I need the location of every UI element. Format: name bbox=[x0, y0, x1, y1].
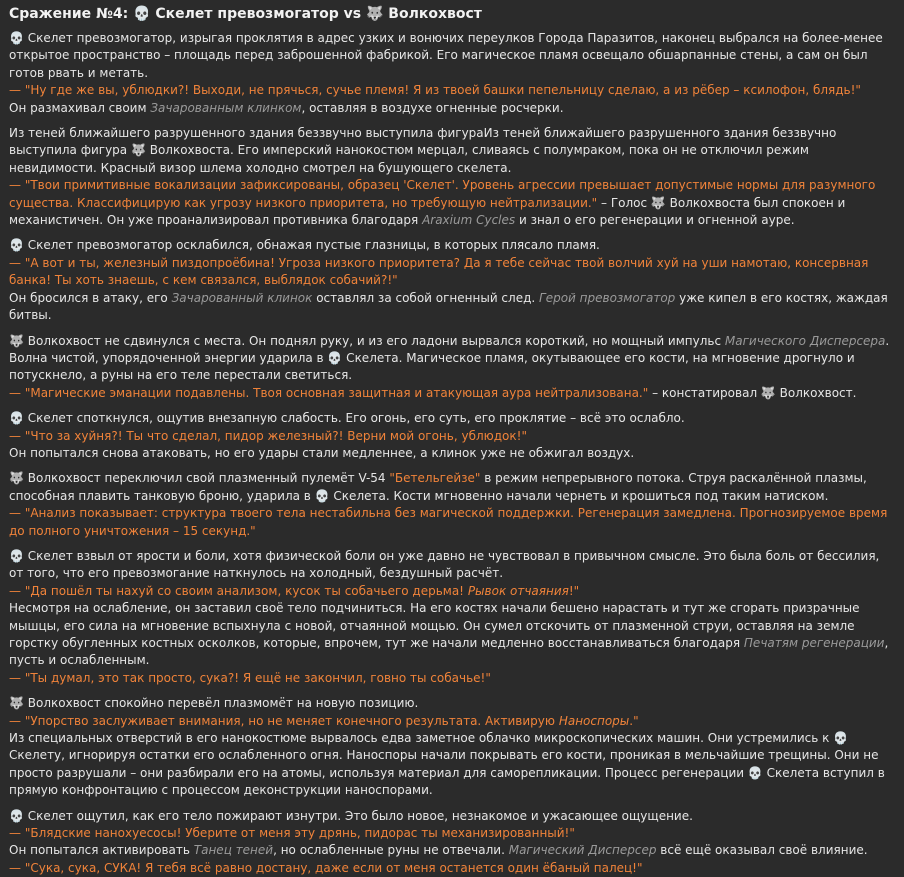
paragraph bbox=[9, 808, 894, 877]
text-line bbox=[9, 30, 894, 82]
ability-name: Araxium Cycles bbox=[422, 213, 516, 228]
paragraph bbox=[9, 695, 894, 799]
text-line bbox=[9, 177, 894, 229]
text-line bbox=[9, 600, 894, 670]
narration-text: Из теней ближайшего разрушенного здания беззвучно выступила фигураИз теней ближайшего разрушенного здания беззвучно выступила фигура 🐺 Волкохвоста. Его имперский нанокостюм мерцал, сливаясь с полумраком, пока он не отключил режим невидимости. Красный визор шлема холодно смотрел на бушующего скелета. bbox=[9, 126, 837, 175]
text-line bbox=[9, 428, 894, 445]
narration-text: 🐺 Волкохвост не сдвинулся с места. Он поднял руку, и из его ладони вырвался короткий, но мощный импульс bbox=[9, 333, 725, 348]
narration-text: Он бросился в атаку, его bbox=[9, 290, 172, 305]
dialogue-text: "А вот и ты, железный пиздопроёбина! Угроза низкого приоритета? Да я тебе сейчас твой волчий хуй на уши намотаю, консервная банка! Ты хоть знаешь, с кем связался, выблядок собачий?!" bbox=[9, 255, 869, 288]
text-line bbox=[9, 670, 894, 687]
text-line bbox=[9, 255, 894, 290]
dialogue-text: Рывок отчаяния bbox=[467, 583, 569, 598]
dialogue-text: — bbox=[9, 506, 25, 521]
narration-text: 🐺 Волкохвост переключил свой плазменный пулемёт V-54 bbox=[9, 471, 390, 486]
paragraph bbox=[9, 470, 894, 540]
narration-text: , оставляя в воздухе огненные росчерки. bbox=[301, 100, 564, 115]
dialogue-text: — bbox=[9, 428, 25, 443]
dialogue-text: — bbox=[9, 713, 25, 728]
dialogue-text: — bbox=[9, 255, 25, 270]
narration-text: 🐺 Волкохвост спокойно перевёл плазмомёт на новую позицию. bbox=[9, 696, 419, 711]
ability-name: Зачарованным клинком bbox=[150, 100, 302, 115]
text-line bbox=[9, 333, 894, 385]
dialogue-text: "Да пошёл ты нахуй со своим анализом, кусок ты собачьего дерьма! bbox=[24, 583, 468, 598]
text-line bbox=[9, 100, 894, 117]
battle-title: Сражение №4: 💀 Скелет превозмогатор vs 🐺 Волкохвост bbox=[9, 6, 482, 22]
dialogue-text: — bbox=[9, 83, 25, 98]
dialogue-text: "Упорство заслуживает внимания, но не меняет конечного результата. Активирую bbox=[24, 713, 559, 728]
ability-name: Магический Дисперсер bbox=[508, 843, 657, 858]
paragraph bbox=[9, 410, 894, 462]
narration-text: 💀 Скелет ощутил, как его тело пожирают изнутри. Это было новое, незнакомое и ужасающее ощущение. bbox=[9, 808, 693, 823]
narration-text: уже кипел в его костях, жаждая битвы. bbox=[9, 290, 888, 323]
text-line bbox=[9, 82, 894, 99]
dialogue-text: "Ну где же вы, ублюдки?! Выходи, не прячься, сучье племя! Я из твоей башки пепельницу сделаю, а из рёбер – ксилофон, блядь!" bbox=[24, 83, 861, 98]
narration-text: . Волна чистой, упорядоченной энергии ударила в 💀 Скелета. Магическое пламя, окутывающее его кости, на мгновение дрогнуло и потускнело, а руны на его теле перестали светиться. bbox=[9, 333, 890, 383]
text-line bbox=[9, 695, 894, 712]
dialogue-text: "Твои примитивные вокализации зафиксированы, образец 'Скелет'. Уровень агрессии превышает допустимые нормы для разумного существа. Классифицирую как угрозу низкого приоритета, но требующую нейтрализации." bbox=[9, 178, 876, 210]
narration-text: , пусть и ослабленным. bbox=[9, 636, 889, 668]
dialogue-text: "Анализ показывает: структура твоего тела нестабильна без магической поддержки. Регенерация замедлена. Прогнозируемое время до полного уничтожения – 15 секунд." bbox=[9, 506, 888, 538]
text-line bbox=[9, 548, 894, 583]
dialogue-text: ." bbox=[629, 713, 639, 728]
narration-text: , но ослабленные руны не отвечали. bbox=[273, 843, 509, 858]
narration-text: 💀 Скелет взвыл от ярости и боли, хотя физической боли он уже давно не чувствовал в привычном смысле. Это была боль от бессилия, от того, что его превозмогание наткнулось на холодный, бездушный расчёт. bbox=[9, 548, 880, 581]
text-line bbox=[9, 445, 894, 462]
text-line bbox=[9, 125, 894, 177]
narration-text: – Голос 🐺 Волкохвоста был спокоен и механистичен. Он уже проанализировал противника благодаря bbox=[9, 195, 846, 228]
text-line bbox=[9, 842, 894, 859]
dialogue-text: — bbox=[9, 385, 25, 400]
text-line bbox=[9, 290, 894, 325]
narration-text: всё ещё оказывал своё влияние. bbox=[656, 843, 868, 858]
paragraph bbox=[9, 125, 894, 229]
narration-text: Он размахивал своим bbox=[9, 100, 151, 115]
narration-text: в режим непрерывного потока. Струя раскалённой плазмы, способная плавить танковую броню, ударила в 💀 Скелета. Кости мгновенно начали чернеть и крошиться под таким натиском. bbox=[9, 471, 867, 503]
text-line bbox=[9, 237, 894, 254]
ability-name: Герой превозмогатор bbox=[539, 290, 676, 305]
dialogue-text: — bbox=[9, 178, 25, 193]
dialogue-text: Наноспоры bbox=[558, 713, 630, 728]
narration-text: Несмотря на ослабление, он заставил своё тело подчиниться. На его костях начали бешено нарастать и тут же сгорать призрачные мышцы, его сила на мгновение вспыхнула с новой, отчаянной мощью. Он сумел отскочить от плазменной струи, оставляя на земле горстку обугленных костных осколков, которые, впрочем, тут же начали медленно восстанавливаться благодаря bbox=[9, 601, 860, 650]
paragraph bbox=[9, 30, 894, 117]
ability-name: Магического Дисперсера bbox=[724, 333, 886, 348]
text-line bbox=[9, 583, 894, 600]
dialogue-text: "Ты думал, это так просто, сука?! Я ещё не закончил, говно ты собачье!" bbox=[24, 670, 491, 685]
narration-text: – констатировал 🐺 Волкохвост. bbox=[648, 385, 857, 400]
narration-text: 💀 Скелет споткнулся, ощутив внезапную слабость. Его огонь, его суть, его проклятие – всё это ослабло. bbox=[9, 411, 685, 426]
dialogue-text: — bbox=[9, 826, 25, 841]
dialogue-text: — bbox=[9, 583, 25, 598]
text-line bbox=[9, 808, 894, 825]
text-line bbox=[9, 410, 894, 427]
paragraph bbox=[9, 237, 894, 324]
dialogue-text: "Магические эманации подавлены. Твоя основная защитная и атакующая аура нейтрализована." bbox=[24, 385, 649, 400]
ability-name: Танец теней bbox=[193, 843, 274, 858]
ability-name: Зачарованный клинок bbox=[171, 290, 313, 305]
dialogue-text: "Блядские нанохуесосы! Уберите от меня эту дрянь, пидорас ты механизированный!" bbox=[24, 826, 575, 841]
text-line bbox=[9, 730, 894, 800]
paragraph bbox=[9, 333, 894, 403]
paragraph bbox=[9, 548, 894, 687]
dialogue-text: "Сука, сука, СУКА! Я тебя всё равно достану, даже если от меня останется один ёбаный палец!" bbox=[24, 860, 643, 875]
text-line bbox=[9, 505, 894, 540]
dialogue-text: — bbox=[9, 670, 25, 685]
ability-name: Печатям регенерации bbox=[743, 636, 885, 650]
text-line bbox=[9, 860, 894, 877]
narration-text: оставлял за собой огненный след. bbox=[312, 290, 540, 305]
narration-text: Он попытался снова атаковать, но его удары стали медленнее, а клинок уже не обжигал воздух. bbox=[9, 445, 635, 460]
narration-text: Он попытался активировать bbox=[9, 843, 194, 858]
narration-text: Из специальных отверстий в его нанокостюме вырвалось едва заметное облачко микроскопических машин. Они устремились к 💀 Скелету, игнорируя остатки его ослабленного огня. Наноспоры начали покрывать его кости, проникая в мельчайшие трещины. Они не просто разрушали – они разбирали его на атомы, используя материал для саморепликации. Процесс регенерации 💀 Скелета вступил в прямую конфронтацию с процессом деконструкции наноспорами. bbox=[9, 731, 885, 798]
dialogue-text: "Что за хуйня?! Ты что сделал, пидор железный?! Верни мой огонь, ублюдок!" bbox=[24, 428, 527, 443]
dialogue-text: — bbox=[9, 860, 25, 875]
narration-text: 💀 Скелет превозмогатор осклабился, обнажая пустые глазницы, в которых плясало пламя. bbox=[9, 238, 600, 253]
battle-narrative bbox=[9, 30, 894, 877]
dialogue-text: !" bbox=[568, 583, 580, 598]
text-line bbox=[9, 713, 894, 730]
text-line bbox=[9, 385, 894, 402]
narration-text: 💀 Скелет превозмогатор, изрыгая проклятия в адрес узких и вонючих переулков Города Паразитов, наконец выбрался на более-менее открытое пространство – площадь перед заброшенной фабрикой. Его магическое пламя освещало обшарпанные стены, а сам он был готов рвать и метать. bbox=[9, 31, 883, 80]
text-line bbox=[9, 825, 894, 842]
narration-text: и знал о его регенерации и огненной ауре. bbox=[515, 213, 795, 228]
text-line bbox=[9, 470, 894, 505]
dialogue-text: "Бетельгейзе" bbox=[389, 471, 481, 486]
